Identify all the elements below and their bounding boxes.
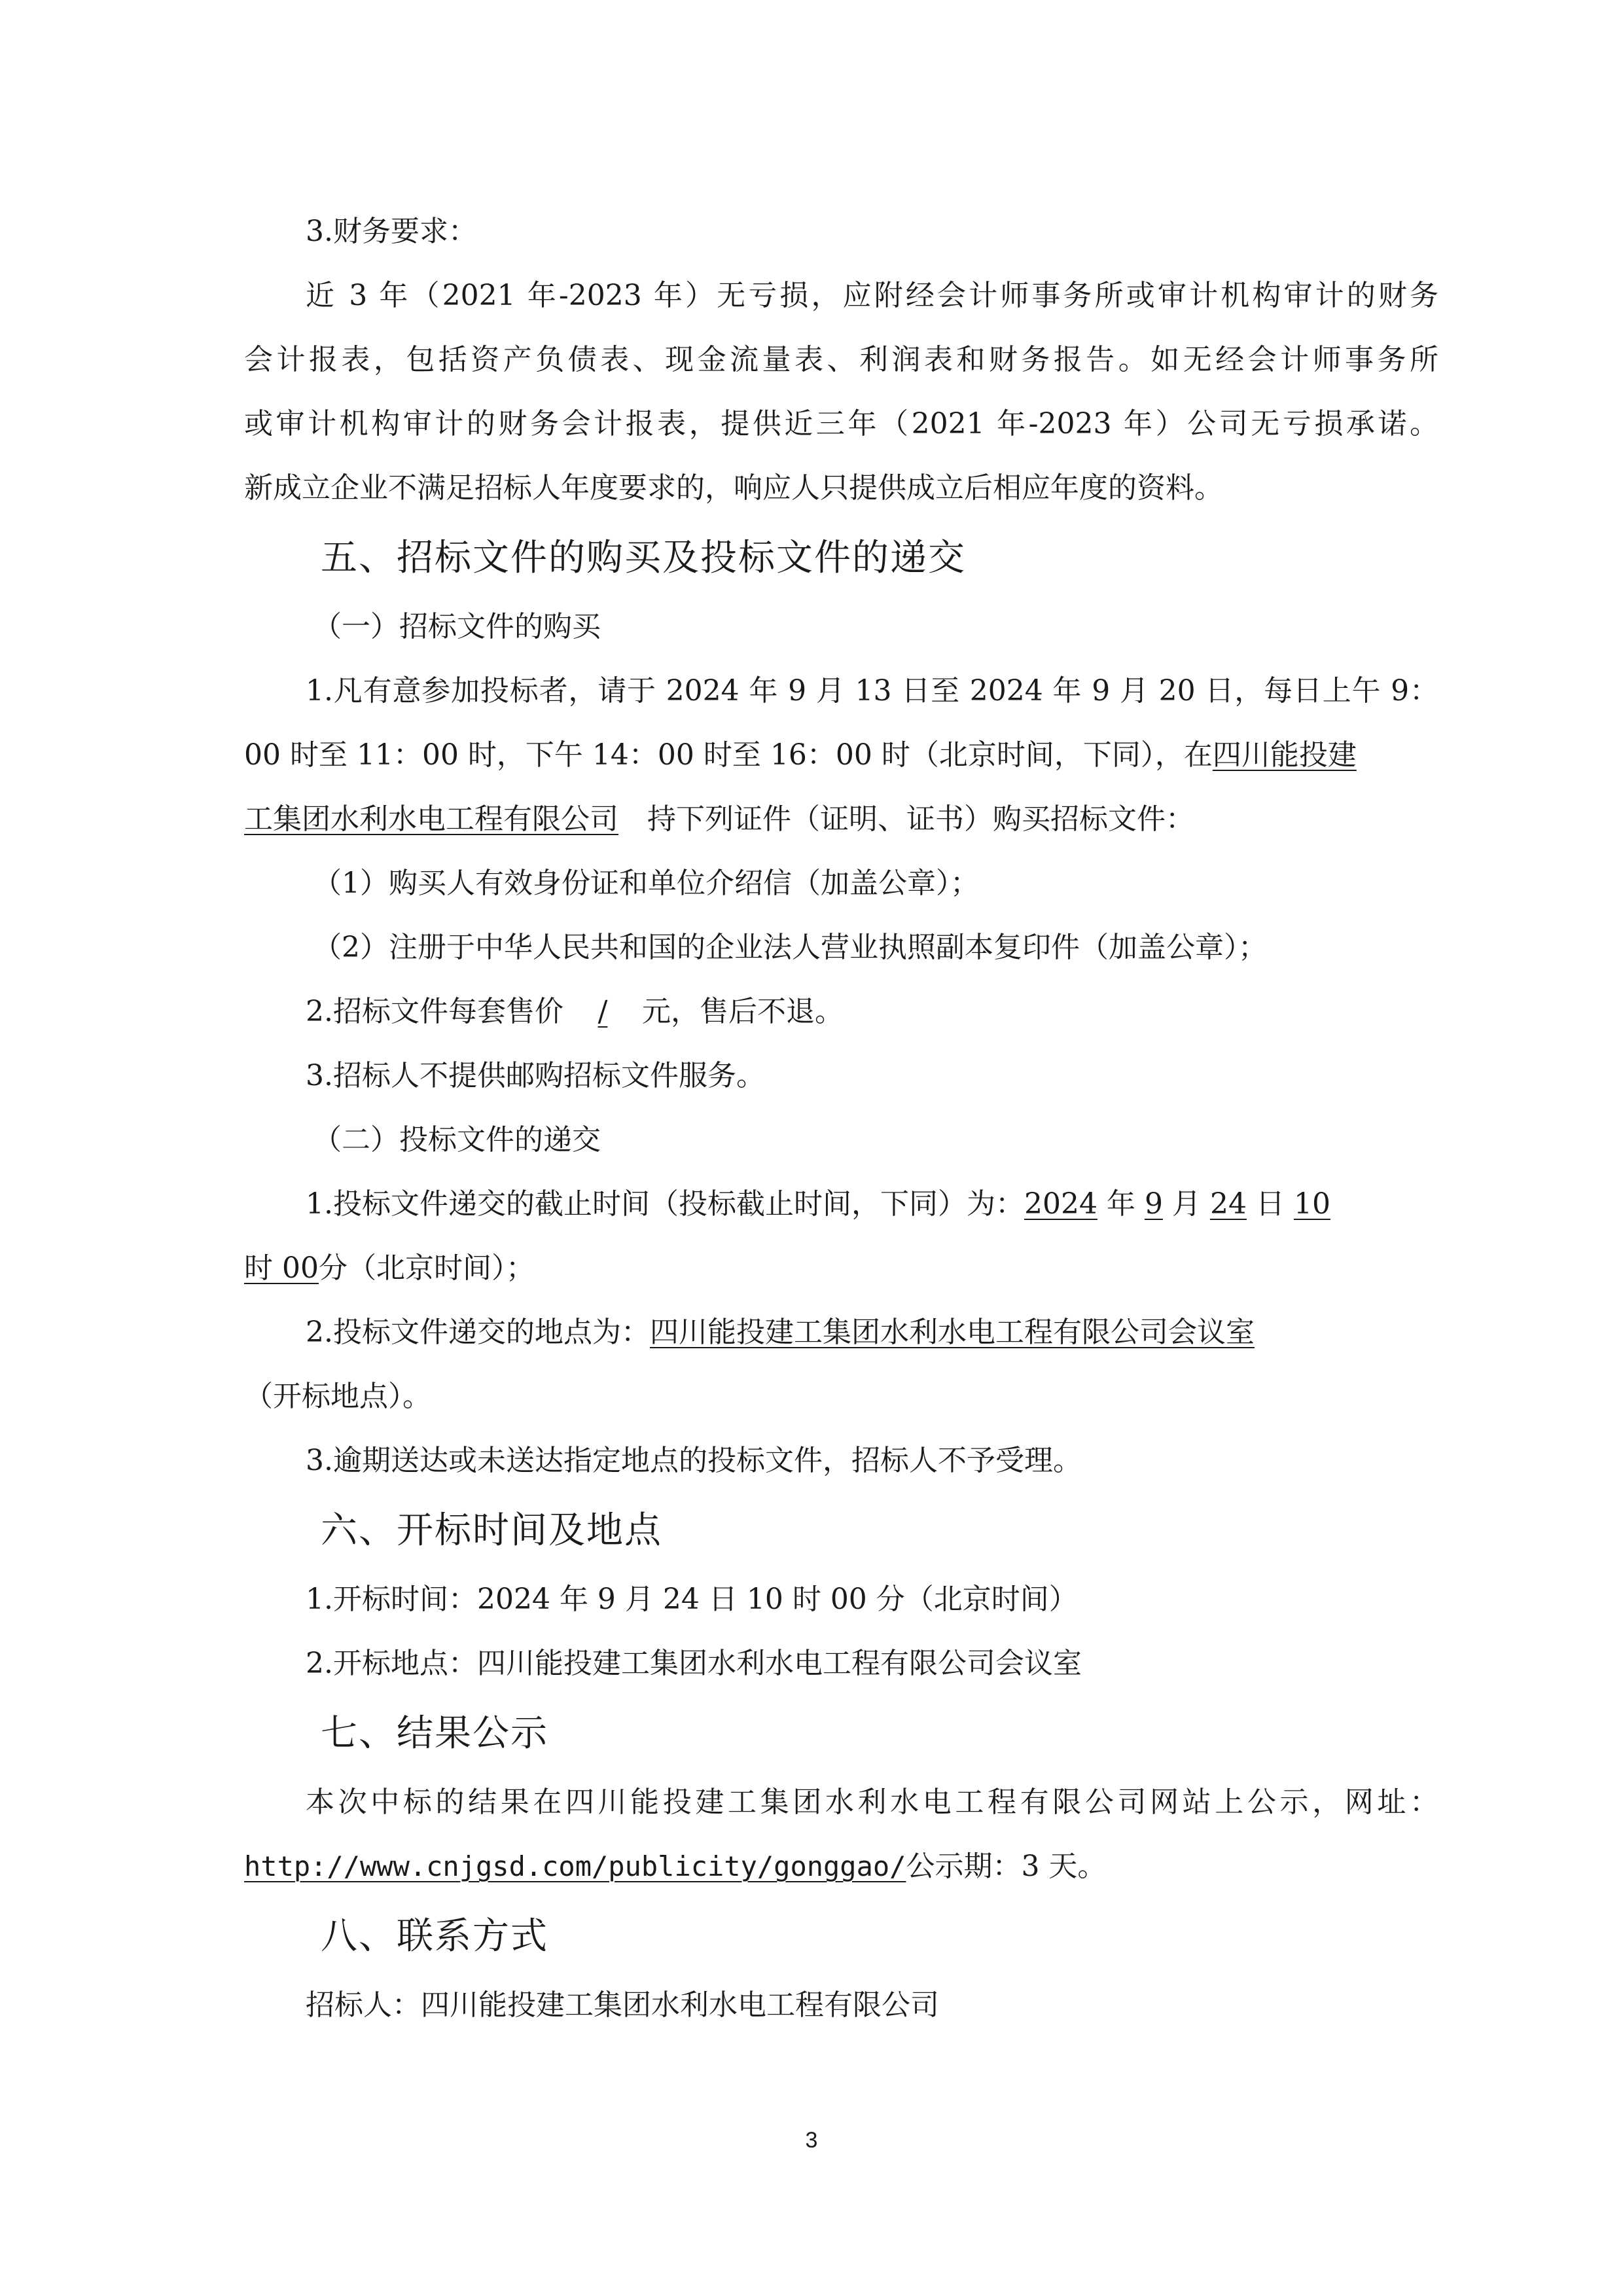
required-document-item-1: （1）购买人有效身份证和单位介绍信（加盖公章）； [313,867,979,900]
deadline-line-2 [244,1249,1438,1288]
tenderer-line: 招标人：四川能投建工集团水利水电工程有限公司 [306,1988,939,2022]
section-8-heading: 八、联系方式 [321,1915,548,1958]
submission-location-line-2: （开标地点）。 [244,1380,431,1413]
deadline-year: 2024 [1024,1187,1097,1221]
purchase-documents-text: 持下列证件（证明、证书）购买招标文件： [647,802,1194,836]
submission-location-value: 四川能投建工集团水利水电工程有限公司会议室 [649,1316,1255,1349]
purchase-location-part-2: 工集团水利水电工程有限公司 [244,802,618,836]
deadline-month: 9 [1144,1187,1163,1221]
submission-location-label: 2.投标文件递交的地点为： [306,1316,650,1349]
document-price-line [306,992,1438,1031]
purchase-paragraph-line-1: 1.凡有意参加投标者，请于 2024 年 9 月 13 日至 2024 年 9 月 20 日，每日上午 9： [306,674,1438,708]
page-number: 3 [805,2128,818,2153]
section-5-heading: 五、招标文件的购买及投标文件的递交 [321,537,966,579]
late-submission-line: 3.逾期送达或未送达指定地点的投标文件，招标人不予受理。 [306,1444,1082,1477]
purchase-paragraph-line-2 [244,736,1438,775]
finance-paragraph-line-2: 会计报表，包括资产负债表、现金流量表、利润表和财务报告。如无经会计师事务所 [244,343,1438,376]
price-blank: / [597,995,608,1028]
price-suffix: 元，售后不退。 [641,995,844,1028]
no-mail-order-line: 3.招标人不提供邮购招标文件服务。 [306,1059,765,1092]
finance-paragraph-line-4: 新成立企业不满足招标人年度要求的，响应人只提供成立后相应年度的资料。 [244,471,1223,505]
deadline-timezone: 分（北京时间）； [318,1251,535,1285]
publicity-period: 公示期：3 天。 [906,1850,1107,1883]
finance-requirements-title: 3.财务要求： [306,215,477,248]
section-7-heading: 七、结果公示 [321,1712,548,1755]
day-unit: 日 [1255,1187,1285,1221]
deadline-minute: 时 00 [244,1251,319,1285]
opening-location-line: 2.开标地点：四川能投建工集团水利水电工程有限公司会议室 [306,1647,1082,1680]
price-label: 2.招标文件每套售价 [306,995,563,1028]
deadline-day: 24 [1209,1187,1247,1221]
opening-time-line: 1.开标时间：2024 年 9 月 24 日 10 时 00 分（北京时间） [306,1583,1078,1616]
purchase-paragraph-line-3 [244,800,1438,839]
finance-paragraph-line-3: 或审计机构审计的财务会计报表，提供近三年（2021 年-2023 年）公司无亏损承诺。 [244,407,1438,440]
required-document-item-2: （2）注册于中华人民共和国的企业法人营业执照副本复印件（加盖公章）； [313,931,1267,964]
year-unit: 年 [1106,1187,1135,1221]
subsection-submission-title: （二）投标文件的递交 [313,1123,601,1157]
month-unit: 月 [1171,1187,1201,1221]
finance-paragraph-line-1: 近 3 年（2021 年-2023 年）无亏损，应附经会计师事务所或审计机构审计的财务 [306,279,1438,312]
purchase-location-part-1: 四川能投建 [1212,738,1357,772]
result-publicity-line-2 [244,1847,1438,1886]
section-6-heading: 六、开标时间及地点 [321,1509,662,1552]
submission-location-line-1 [306,1313,1438,1352]
result-publicity-line-1: 本次中标的结果在四川能投建工集团水利水电工程有限公司网站上公示，网址： [306,1785,1438,1819]
deadline-hour: 10 [1293,1187,1330,1221]
deadline-line-1 [306,1185,1438,1224]
subsection-purchase-title: （一）招标文件的购买 [313,610,601,643]
publicity-url-link[interactable]: http://www.cnjgsd.com/publicity/gonggao/ [244,1850,906,1882]
deadline-label: 1.投标文件递交的截止时间（投标截止时间，下同）为： [306,1187,1024,1221]
purchase-time-text: 00 时至 11：00 时，下午 14：00 时至 16：00 时（北京时间，下同），在 [244,738,1213,772]
